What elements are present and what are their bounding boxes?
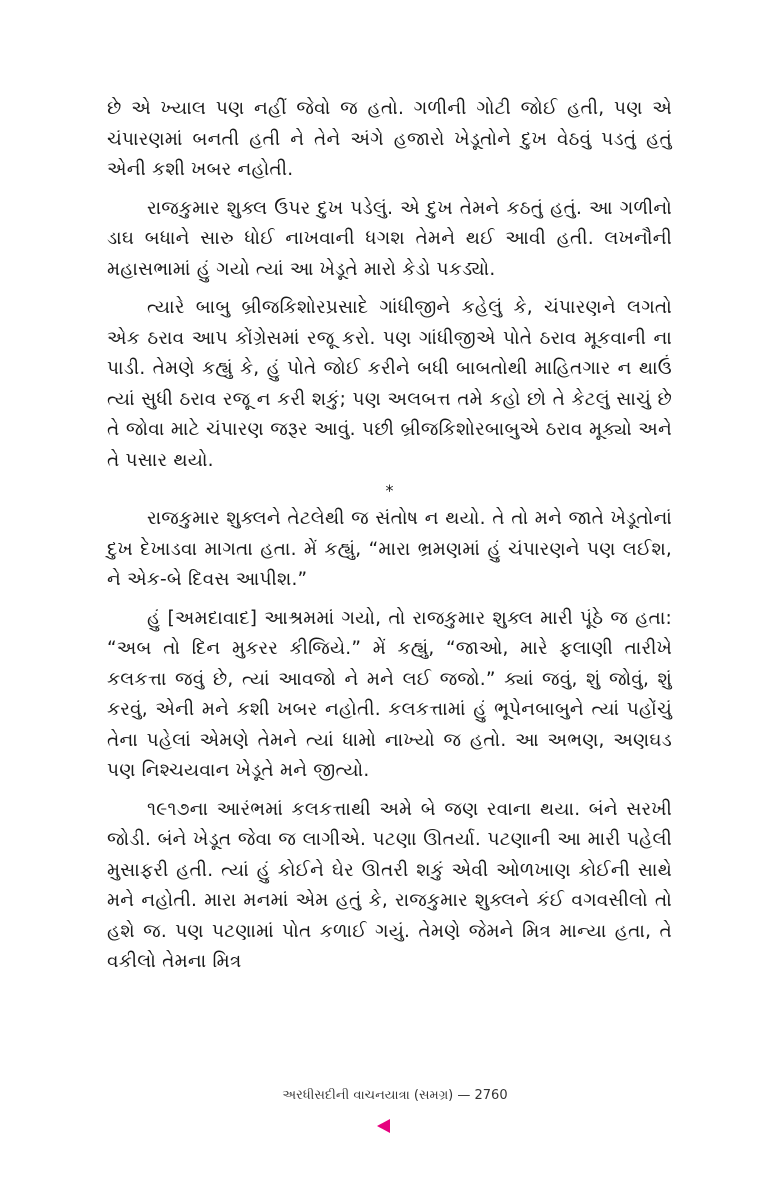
- section-divider: *: [385, 481, 394, 500]
- paragraph-5: હું [અમદાવાદ] આશ્રમમાં ગયો, તો રાજકુમાર શુક્લ મારી પૂંઠે જ હતા: “અબ તો દિન મુકરર કીજિયે.” મેં કહ્યું, “જાઓ, મારે ફલાણી તારીખે કલકત્તા જવું છે, ત્યાં આવજો ને મને લઈ જજો.” ક્યાં જવું, શું જોવું, શું કરવું, એની મને કશી ખબર નહોતી. કલકત્તામાં હું ભૂપેનબાબુને ત્યાં પહોંચું તેના પહેલાં એમણે તેમને ત્યાં ધામો નાખ્યો જ હતો. આ અભણ, અણઘડ પણ નિશ્ચયવાન ખેડૂતે મને જીત્યો.: [107, 607, 672, 781]
- paragraph-2: રાજકુમાર શુક્લ ઉપર દુખ પડેલું. એ દુખ તેમને કઠતું હતું. આ ગળીનો ડાઘ બધાને સારુ ધોઈ નાખવાની ધગશ તેમને થઈ આવી હતી. લખનૌની મહાસભામાં હું ગયો ત્યાં આ ખેડૂતે મારો કેડો પકડ્યો.: [107, 197, 672, 280]
- paragraph-1: છે એ ખ્યાલ પણ નહીં જેવો જ હતો. ગળીની ગોટી જોઈ હતી, પણ એ ચંપારણમાં બનતી હતી ને તેને અંગે હજારો ખેડૂતોને દુખ વેઠવું પડતું હતું એની કશી ખબર નહોતી.: [107, 98, 672, 180]
- page-footer: અરધીસદીની વાચનયાત્રા (સમગ્ર) — 2760: [282, 1088, 508, 1103]
- page-body: [107, 94, 672, 986]
- paragraph-4: રાજકુમાર શુક્લને તેટલેથી જ સંતોષ ન થયો. તે તો મને જાતે ખેડૂતોનાં દુખ દેખાડવા માગતા હતા. મેં કહ્યું, “મારા ભ્રમણમાં હું ચંપારણને પણ લઈશ, ને એક-બે દિવસ આપીશ.”: [107, 508, 672, 590]
- paragraph-3: ત્યારે બાબુ બ્રીજકિશોરપ્રસાદે ગાંધીજીને કહેલું કે, ચંપારણને લગતો એક ઠરાવ આપ કોંગ્રેસમાં રજૂ કરો. પણ ગાંધીજીએ પોતે ઠરાવ મૂકવાની ના પાડી. તેમણે કહ્યું કે, હું પોતે જોઈ કરીને બધી બાબતોથી માહિતગાર ન થાઉં ત્યાં સુધી ઠરાવ રજૂ ન કરી શકું; પણ અલબત્ત તમે કહો છો તે કેટલું સાચું છે તે જોવા માટે ચંપારણ જરૂર આવું. પછી બ્રીજકિશોરબાબુએ ઠરાવ મૂક્યો અને તે પસાર થયો.: [107, 297, 672, 471]
- previous-page-icon[interactable]: [377, 1119, 390, 1133]
- paragraph-6: ૧૯૧૭ના આરંભમાં કલકત્તાથી અમે બે જણ રવાના થયા. બંને સરખી જોડી. બંને ખેડૂત જેવા જ લાગીએ. પટણા ઊતર્યા. પટણાની આ મારી પહેલી મુસાફરી હતી. ત્યાં હું કોઈને ઘેર ઊતરી શકું એવી ઓળખાણ કોઈની સાથે મને નહોતી. મારા મનમાં એમ હતું કે, રાજકુમાર શુક્લને કંઈ વગવસીલો તો હશે જ. પણ પટણામાં પોત કળાઈ ગયું. તેમણે જેમને મિત્ર માન્યા હતા, તે વકીલો તેમના મિત્ર: [107, 798, 672, 972]
